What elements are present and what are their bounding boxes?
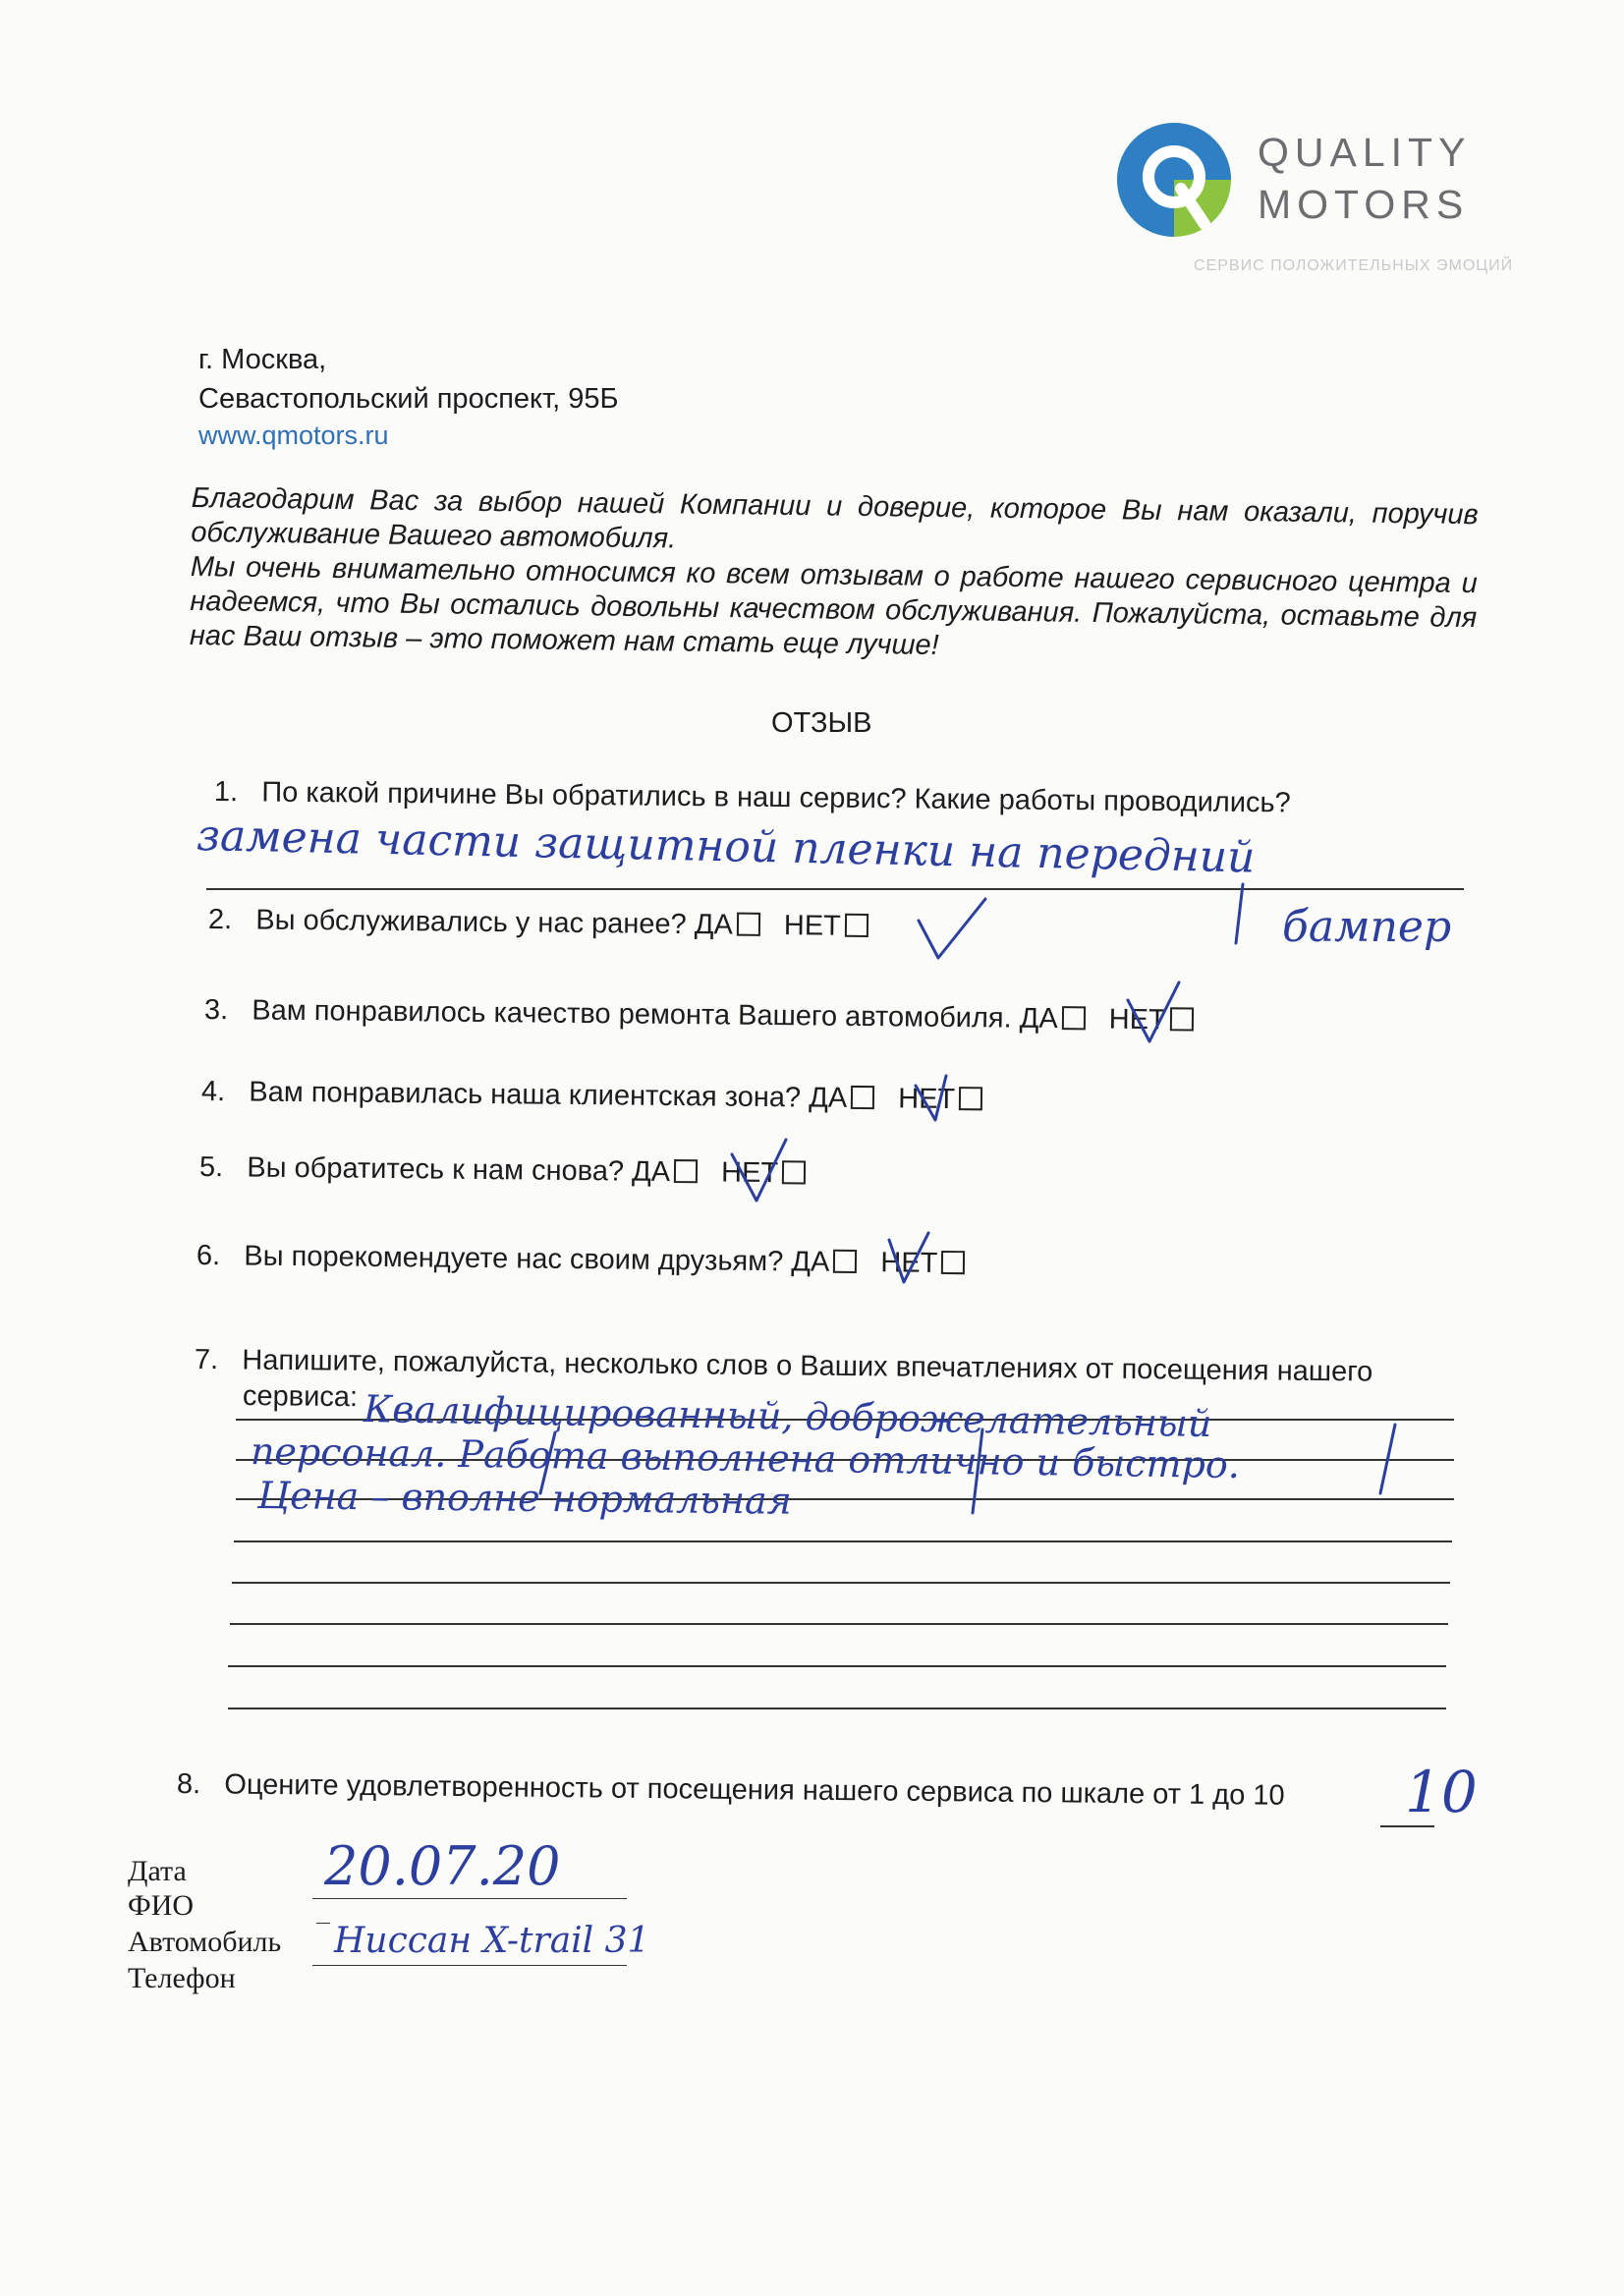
phone-label: Телефон <box>128 1962 236 1994</box>
question-number: 8. <box>176 1768 201 1801</box>
question-text: Напишите, пожалуйста, несколько слов о Ваших впечатлениях от посещения нашего <box>242 1344 1373 1388</box>
website-link[interactable]: www.qmotors.ru <box>198 420 389 450</box>
question-number: 6. <box>196 1240 221 1272</box>
question-text: Вам понравилось качество ремонта Вашего автомобиля. <box>252 994 1012 1035</box>
answer-line <box>232 1582 1450 1584</box>
question-number: 4. <box>200 1076 226 1108</box>
question-1-answer-line-1[interactable]: замена части защитной пленки на передний <box>196 811 1256 883</box>
answer-line <box>234 1540 1452 1542</box>
yes-checkbox[interactable] <box>833 1250 857 1273</box>
pen-stroke-icon <box>1236 884 1243 943</box>
question-number: 5. <box>198 1151 224 1184</box>
yes-label: ДА <box>694 909 733 941</box>
form-title: ОТЗЫВ <box>771 707 872 739</box>
checkmark-question-2-no-icon <box>919 899 985 958</box>
car-underline <box>312 1965 627 1966</box>
question-7-continued: сервиса: <box>242 1380 359 1414</box>
answer-line <box>230 1623 1448 1625</box>
question-2 <box>208 904 884 943</box>
question-3 <box>204 994 1209 1037</box>
question-4 <box>201 1076 999 1116</box>
no-checkbox[interactable] <box>782 1160 806 1184</box>
question-text: Вы обслуживались у нас ранее? <box>255 904 687 941</box>
intro-paragraph-1: Благодарим Вас за выбор нашей Компании и доверие, которое Вы нам оказали, поручив обслуживание Вашего автомобиля. <box>191 481 1479 555</box>
yes-checkbox[interactable] <box>737 913 760 936</box>
no-label: НЕТ <box>898 1083 956 1116</box>
answer-underline <box>206 888 1464 890</box>
question-text: Вы обратитесь к нам снова? <box>247 1151 625 1188</box>
logo-word-motors: MOTORS <box>1258 182 1470 227</box>
satisfaction-score[interactable]: 10 <box>1405 1759 1478 1825</box>
name-underline <box>316 1923 330 1924</box>
question-8 <box>177 1768 1285 1813</box>
no-checkbox[interactable] <box>1170 1007 1194 1031</box>
date-label: Дата <box>128 1855 187 1887</box>
question-number: 2. <box>207 904 233 936</box>
date-value[interactable]: 20.07.20 <box>324 1835 561 1897</box>
question-text: Вы порекомендуете нас своим друзьям? <box>244 1240 784 1278</box>
logo-word-quality: QUALITY <box>1258 130 1472 175</box>
yes-checkbox[interactable] <box>674 1159 698 1183</box>
name-label: ФИО <box>128 1889 195 1922</box>
address-city: г. Москва, <box>198 344 327 375</box>
answer-line <box>228 1708 1446 1709</box>
yes-label: ДА <box>631 1155 671 1189</box>
no-checkbox[interactable] <box>845 914 868 937</box>
quality-motors-logo-icon <box>1110 116 1248 244</box>
answer-line <box>228 1665 1446 1667</box>
yes-checkbox[interactable] <box>1062 1006 1086 1030</box>
no-label: НЕТ <box>880 1247 938 1279</box>
question-1 <box>214 776 1291 819</box>
question-number: 7. <box>194 1344 219 1376</box>
no-label: НЕТ <box>783 910 842 942</box>
question-6 <box>196 1240 981 1280</box>
question-7 <box>195 1344 1373 1389</box>
car-label: Автомобиль <box>128 1926 282 1958</box>
car-value[interactable]: Ниссан X-trail 31 <box>334 1921 650 1961</box>
intro-paragraph-2: Мы очень внимательно относимся ко всем отзывам о работе нашего сервисного центра и надеемся, что Вы остались довольны качеством обслуживания. Пожалуйста, оставьте для нас Ваш отзыв – это поможет нам стать еще лучше! <box>189 550 1478 661</box>
yes-label: ДА <box>1019 1002 1058 1036</box>
question-text: Вам понравилась наша клиентская зона? <box>249 1076 802 1114</box>
intro-text <box>190 481 1479 670</box>
no-checkbox[interactable] <box>941 1251 965 1274</box>
question-5 <box>199 1151 821 1191</box>
no-label: НЕТ <box>720 1156 779 1190</box>
yes-label: ДА <box>791 1246 830 1278</box>
question-1-answer-line-2[interactable]: бампер <box>1282 902 1452 952</box>
question-number: 1. <box>213 776 239 809</box>
yes-checkbox[interactable] <box>851 1086 874 1109</box>
question-number: 3. <box>203 994 229 1027</box>
date-underline <box>312 1898 627 1899</box>
address-street: Севастопольский проспект, 95Б <box>198 383 619 415</box>
yes-label: ДА <box>809 1082 848 1114</box>
question-7-answer-line-1[interactable]: Квалифицированный, доброжелательный <box>363 1387 1212 1446</box>
question-7-answer-line-2[interactable]: персонал. Работа выполнена отлично и быстро. <box>250 1429 1241 1487</box>
question-text: По какой причине Вы обратились в наш сервис? Какие работы проводились? <box>261 776 1291 819</box>
score-underline <box>1380 1825 1434 1827</box>
logo-tagline: СЕРВИС ПОЛОЖИТЕЛЬНЫХ ЭМОЦИЙ <box>1194 257 1514 274</box>
question-text: Оцените удовлетворенность от посещения нашего сервиса по шкале от 1 до 10 <box>224 1768 1285 1812</box>
question-7-answer-line-3[interactable]: Цена – вполне нормальная <box>256 1474 793 1523</box>
no-checkbox[interactable] <box>959 1087 982 1110</box>
no-label: НЕТ <box>1108 1003 1166 1036</box>
